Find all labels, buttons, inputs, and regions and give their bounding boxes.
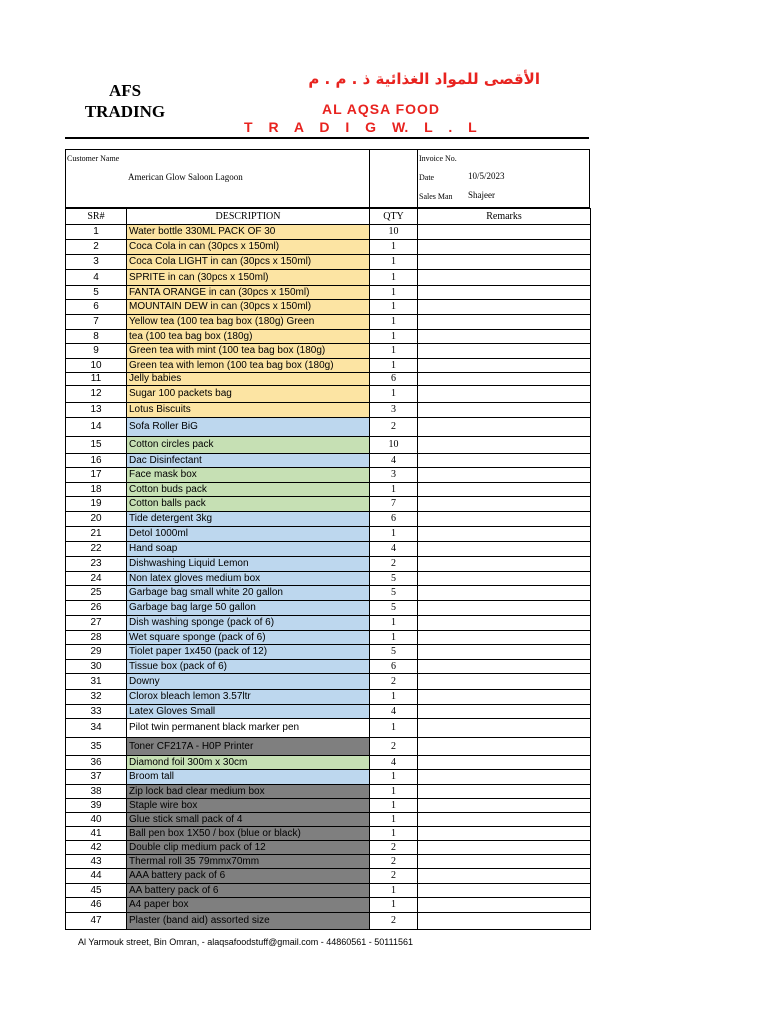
row-qty: 1 xyxy=(370,270,418,286)
row-sr: 25 xyxy=(66,586,127,601)
row-sr: 16 xyxy=(66,454,127,468)
row-remarks xyxy=(418,586,591,601)
table-row xyxy=(66,483,591,497)
row-remarks xyxy=(418,330,591,344)
row-description: Tide detergent 3kg xyxy=(127,512,370,527)
row-sr: 44 xyxy=(66,869,127,884)
row-description: Green tea with mint (100 tea bag box (180g) xyxy=(127,344,370,359)
row-qty: 3 xyxy=(370,403,418,418)
table-row xyxy=(66,225,591,240)
row-sr: 28 xyxy=(66,631,127,645)
company-suffix: T R A D I G W. L . L xyxy=(244,119,477,135)
row-qty: 1 xyxy=(370,386,418,403)
row-remarks xyxy=(418,557,591,572)
row-sr: 46 xyxy=(66,898,127,913)
row-description: AA battery pack of 6 xyxy=(127,884,370,898)
row-sr: 4 xyxy=(66,270,127,286)
table-row xyxy=(66,719,591,738)
row-qty: 4 xyxy=(370,705,418,719)
row-qty: 1 xyxy=(370,719,418,738)
table-row xyxy=(66,359,591,373)
row-description: Tissue box (pack of 6) xyxy=(127,660,370,674)
table-row xyxy=(66,799,591,813)
row-remarks xyxy=(418,770,591,785)
row-remarks xyxy=(418,756,591,770)
customer-value: American Glow Saloon Lagoon xyxy=(128,172,243,182)
row-sr: 26 xyxy=(66,601,127,616)
row-qty: 1 xyxy=(370,300,418,315)
row-qty: 2 xyxy=(370,841,418,855)
row-description: Coca Cola in can (30pcs x 150ml) xyxy=(127,240,370,255)
row-remarks xyxy=(418,403,591,418)
row-remarks xyxy=(418,255,591,270)
table-row xyxy=(66,255,591,270)
row-sr: 42 xyxy=(66,841,127,855)
row-remarks xyxy=(418,616,591,631)
row-sr: 23 xyxy=(66,557,127,572)
row-qty: 2 xyxy=(370,738,418,756)
row-sr: 32 xyxy=(66,690,127,705)
row-remarks xyxy=(418,300,591,315)
row-qty: 6 xyxy=(370,512,418,527)
row-sr: 45 xyxy=(66,884,127,898)
row-qty: 1 xyxy=(370,690,418,705)
row-qty: 1 xyxy=(370,483,418,497)
table-row xyxy=(66,690,591,705)
row-description: Wet square sponge (pack of 6) xyxy=(127,631,370,645)
row-qty: 2 xyxy=(370,674,418,690)
table-row xyxy=(66,601,591,616)
row-description: Staple wire box xyxy=(127,799,370,813)
row-sr: 39 xyxy=(66,799,127,813)
row-qty: 1 xyxy=(370,770,418,785)
row-description: Green tea with lemon (100 tea bag box (180g) xyxy=(127,359,370,373)
table-row xyxy=(66,454,591,468)
table-row xyxy=(66,841,591,855)
row-remarks xyxy=(418,572,591,586)
row-description: Garbage bag large 50 gallon xyxy=(127,601,370,616)
row-sr: 31 xyxy=(66,674,127,690)
table-row xyxy=(66,855,591,869)
row-description: Hand soap xyxy=(127,542,370,557)
row-qty: 2 xyxy=(370,913,418,930)
row-qty: 1 xyxy=(370,813,418,827)
row-qty: 1 xyxy=(370,527,418,542)
table-row xyxy=(66,403,591,418)
row-qty: 4 xyxy=(370,454,418,468)
row-remarks xyxy=(418,705,591,719)
table-row xyxy=(66,586,591,601)
row-remarks xyxy=(418,738,591,756)
invoice-no-label: Invoice No. xyxy=(419,154,457,163)
row-remarks xyxy=(418,225,591,240)
row-remarks xyxy=(418,483,591,497)
row-sr: 33 xyxy=(66,705,127,719)
table-row xyxy=(66,898,591,913)
table-row xyxy=(66,674,591,690)
row-remarks xyxy=(418,913,591,930)
row-qty: 1 xyxy=(370,884,418,898)
row-qty: 2 xyxy=(370,557,418,572)
row-qty: 3 xyxy=(370,468,418,483)
row-qty: 1 xyxy=(370,286,418,300)
row-remarks xyxy=(418,437,591,454)
row-remarks xyxy=(418,542,591,557)
qty-spacer-cell xyxy=(370,150,418,207)
row-description: Diamond foil 300m x 30cm xyxy=(127,756,370,770)
row-qty: 1 xyxy=(370,799,418,813)
row-description: Face mask box xyxy=(127,468,370,483)
row-remarks xyxy=(418,884,591,898)
row-qty: 5 xyxy=(370,586,418,601)
row-sr: 37 xyxy=(66,770,127,785)
row-description: Broom tall xyxy=(127,770,370,785)
table-row xyxy=(66,344,591,359)
row-remarks xyxy=(418,497,591,512)
row-sr: 22 xyxy=(66,542,127,557)
row-remarks xyxy=(418,799,591,813)
row-remarks xyxy=(418,270,591,286)
row-description: Cotton buds pack xyxy=(127,483,370,497)
row-sr: 21 xyxy=(66,527,127,542)
table-row xyxy=(66,437,591,454)
table-row xyxy=(66,497,591,512)
row-qty: 1 xyxy=(370,315,418,330)
row-remarks xyxy=(418,418,591,437)
row-qty: 5 xyxy=(370,572,418,586)
row-qty: 1 xyxy=(370,827,418,841)
table-row xyxy=(66,813,591,827)
row-qty: 2 xyxy=(370,855,418,869)
table-row xyxy=(66,468,591,483)
row-sr: 20 xyxy=(66,512,127,527)
row-remarks xyxy=(418,869,591,884)
table-row xyxy=(66,330,591,344)
row-remarks xyxy=(418,240,591,255)
row-sr: 27 xyxy=(66,616,127,631)
row-remarks xyxy=(418,468,591,483)
table-row xyxy=(66,660,591,674)
row-remarks xyxy=(418,386,591,403)
row-remarks xyxy=(418,344,591,359)
row-remarks xyxy=(418,898,591,913)
row-qty: 4 xyxy=(370,542,418,557)
row-description: Tiolet paper 1x450 (pack of 12) xyxy=(127,645,370,660)
row-qty: 1 xyxy=(370,344,418,359)
logo-line-1: AFS xyxy=(108,81,142,100)
table-row xyxy=(66,631,591,645)
row-description: Sofa Roller BiG xyxy=(127,418,370,437)
col-header-qty: QTY xyxy=(370,209,418,225)
row-qty: 1 xyxy=(370,616,418,631)
row-description: Non latex gloves medium box xyxy=(127,572,370,586)
row-description: Detol 1000ml xyxy=(127,527,370,542)
table-header-row xyxy=(66,209,591,225)
header-divider xyxy=(65,137,589,139)
row-qty: 7 xyxy=(370,497,418,512)
table-row xyxy=(66,616,591,631)
table-row xyxy=(66,527,591,542)
customer-cell xyxy=(66,150,370,207)
row-sr: 12 xyxy=(66,386,127,403)
row-description: Jelly babies xyxy=(127,373,370,386)
table-row xyxy=(66,286,591,300)
row-qty: 1 xyxy=(370,359,418,373)
row-qty: 1 xyxy=(370,255,418,270)
row-sr: 47 xyxy=(66,913,127,930)
row-sr: 14 xyxy=(66,418,127,437)
row-qty: 2 xyxy=(370,418,418,437)
table-row xyxy=(66,315,591,330)
col-header-sr: SR# xyxy=(66,209,127,225)
salesman-label: Sales Man xyxy=(419,192,453,201)
table-row xyxy=(66,869,591,884)
row-remarks xyxy=(418,454,591,468)
row-sr: 8 xyxy=(66,330,127,344)
row-sr: 15 xyxy=(66,437,127,454)
row-description: FANTA ORANGE in can (30pcs x 150ml) xyxy=(127,286,370,300)
row-remarks xyxy=(418,645,591,660)
table-row xyxy=(66,770,591,785)
row-qty: 4 xyxy=(370,756,418,770)
table-row xyxy=(66,738,591,756)
row-description: Garbage bag small white 20 gallon xyxy=(127,586,370,601)
row-sr: 19 xyxy=(66,497,127,512)
row-description: Yellow tea (100 tea bag box (180g) Green xyxy=(127,315,370,330)
row-remarks xyxy=(418,373,591,386)
row-description: Dish washing sponge (pack of 6) xyxy=(127,616,370,631)
row-sr: 36 xyxy=(66,756,127,770)
row-remarks xyxy=(418,527,591,542)
date-label: Date xyxy=(419,173,435,182)
table-row xyxy=(66,572,591,586)
row-description: Dac Disinfectant xyxy=(127,454,370,468)
table-row xyxy=(66,512,591,527)
col-header-description: DESCRIPTION xyxy=(127,209,370,225)
row-remarks xyxy=(418,690,591,705)
table-row xyxy=(66,300,591,315)
row-description: Double clip medium pack of 12 xyxy=(127,841,370,855)
invoice-info-cell xyxy=(418,150,589,207)
row-remarks xyxy=(418,841,591,855)
row-remarks xyxy=(418,855,591,869)
row-description: Downy xyxy=(127,674,370,690)
row-sr: 5 xyxy=(66,286,127,300)
afs-logo xyxy=(70,80,180,122)
row-sr: 3 xyxy=(66,255,127,270)
row-description: Coca Cola LIGHT in can (30pcs x 150ml) xyxy=(127,255,370,270)
row-remarks xyxy=(418,286,591,300)
row-description: Clorox bleach lemon 3.57ltr xyxy=(127,690,370,705)
row-sr: 17 xyxy=(66,468,127,483)
row-sr: 6 xyxy=(66,300,127,315)
row-description: tea (100 tea bag box (180g) xyxy=(127,330,370,344)
row-description: Water bottle 330ML PACK OF 30 xyxy=(127,225,370,240)
table-row xyxy=(66,756,591,770)
table-row xyxy=(66,913,591,930)
arabic-company-name: الأقصى للمواد الغذائية ذ . م . م xyxy=(308,70,540,88)
table-row xyxy=(66,240,591,255)
row-sr: 2 xyxy=(66,240,127,255)
row-sr: 34 xyxy=(66,719,127,738)
row-sr: 29 xyxy=(66,645,127,660)
row-description: Cotton balls pack xyxy=(127,497,370,512)
row-sr: 41 xyxy=(66,827,127,841)
row-sr: 43 xyxy=(66,855,127,869)
row-description: SPRITE in can (30pcs x 150ml) xyxy=(127,270,370,286)
row-sr: 1 xyxy=(66,225,127,240)
row-qty: 1 xyxy=(370,898,418,913)
row-description: Pilot twin permanent black marker pen xyxy=(127,719,370,738)
table-row xyxy=(66,785,591,799)
row-description: Sugar 100 packets bag xyxy=(127,386,370,403)
row-qty: 1 xyxy=(370,631,418,645)
row-description: Thermal roll 35 79mmx70mm xyxy=(127,855,370,869)
row-qty: 10 xyxy=(370,437,418,454)
row-sr: 10 xyxy=(66,359,127,373)
date-value: 10/5/2023 xyxy=(468,171,505,181)
row-qty: 6 xyxy=(370,373,418,386)
table-row xyxy=(66,884,591,898)
row-qty: 1 xyxy=(370,785,418,799)
row-description: Lotus Biscuits xyxy=(127,403,370,418)
items-table xyxy=(65,208,591,930)
col-header-remarks: Remarks xyxy=(418,209,591,225)
table-row xyxy=(66,373,591,386)
row-description: Dishwashing Liquid Lemon xyxy=(127,557,370,572)
footer-contact: Al Yarmouk street, Bin Omran, - alaqsafoodstuff@gmail.com - 44860561 - 50111561 xyxy=(78,937,413,947)
row-sr: 35 xyxy=(66,738,127,756)
row-qty: 1 xyxy=(370,240,418,255)
salesman-value: Shajeer xyxy=(468,190,495,200)
row-remarks xyxy=(418,359,591,373)
row-qty: 5 xyxy=(370,601,418,616)
table-row xyxy=(66,645,591,660)
row-description: AAA battery pack of 6 xyxy=(127,869,370,884)
row-description: Plaster (band aid) assorted size xyxy=(127,913,370,930)
row-sr: 18 xyxy=(66,483,127,497)
row-qty: 10 xyxy=(370,225,418,240)
table-row xyxy=(66,557,591,572)
row-remarks xyxy=(418,785,591,799)
row-sr: 24 xyxy=(66,572,127,586)
row-description: Latex Gloves Small xyxy=(127,705,370,719)
table-row xyxy=(66,418,591,437)
row-qty: 6 xyxy=(370,660,418,674)
row-remarks xyxy=(418,512,591,527)
row-description: Toner CF217A - H0P Printer xyxy=(127,738,370,756)
row-sr: 40 xyxy=(66,813,127,827)
row-remarks xyxy=(418,827,591,841)
table-row xyxy=(66,270,591,286)
customer-label: Customer Name xyxy=(67,154,120,163)
row-qty: 5 xyxy=(370,645,418,660)
row-sr: 7 xyxy=(66,315,127,330)
company-name: AL AQSA FOOD xyxy=(322,101,441,117)
row-remarks xyxy=(418,674,591,690)
table-row xyxy=(66,386,591,403)
row-remarks xyxy=(418,813,591,827)
table-row xyxy=(66,827,591,841)
row-description: Cotton circles pack xyxy=(127,437,370,454)
row-description: Zip lock bad clear medium box xyxy=(127,785,370,799)
table-row xyxy=(66,542,591,557)
table-row xyxy=(66,705,591,719)
row-description: MOUNTAIN DEW in can (30pcs x 150ml) xyxy=(127,300,370,315)
row-qty: 2 xyxy=(370,869,418,884)
row-sr: 11 xyxy=(66,373,127,386)
row-remarks xyxy=(418,601,591,616)
row-remarks xyxy=(418,631,591,645)
row-remarks xyxy=(418,719,591,738)
logo-line-2: TRADING xyxy=(84,102,166,121)
invoice-header-box xyxy=(65,149,590,208)
row-qty: 1 xyxy=(370,330,418,344)
row-sr: 38 xyxy=(66,785,127,799)
row-remarks xyxy=(418,660,591,674)
row-remarks xyxy=(418,315,591,330)
row-sr: 30 xyxy=(66,660,127,674)
row-description: Ball pen box 1X50 / box (blue or black) xyxy=(127,827,370,841)
row-sr: 13 xyxy=(66,403,127,418)
row-sr: 9 xyxy=(66,344,127,359)
row-description: Glue stick small pack of 4 xyxy=(127,813,370,827)
row-description: A4 paper box xyxy=(127,898,370,913)
